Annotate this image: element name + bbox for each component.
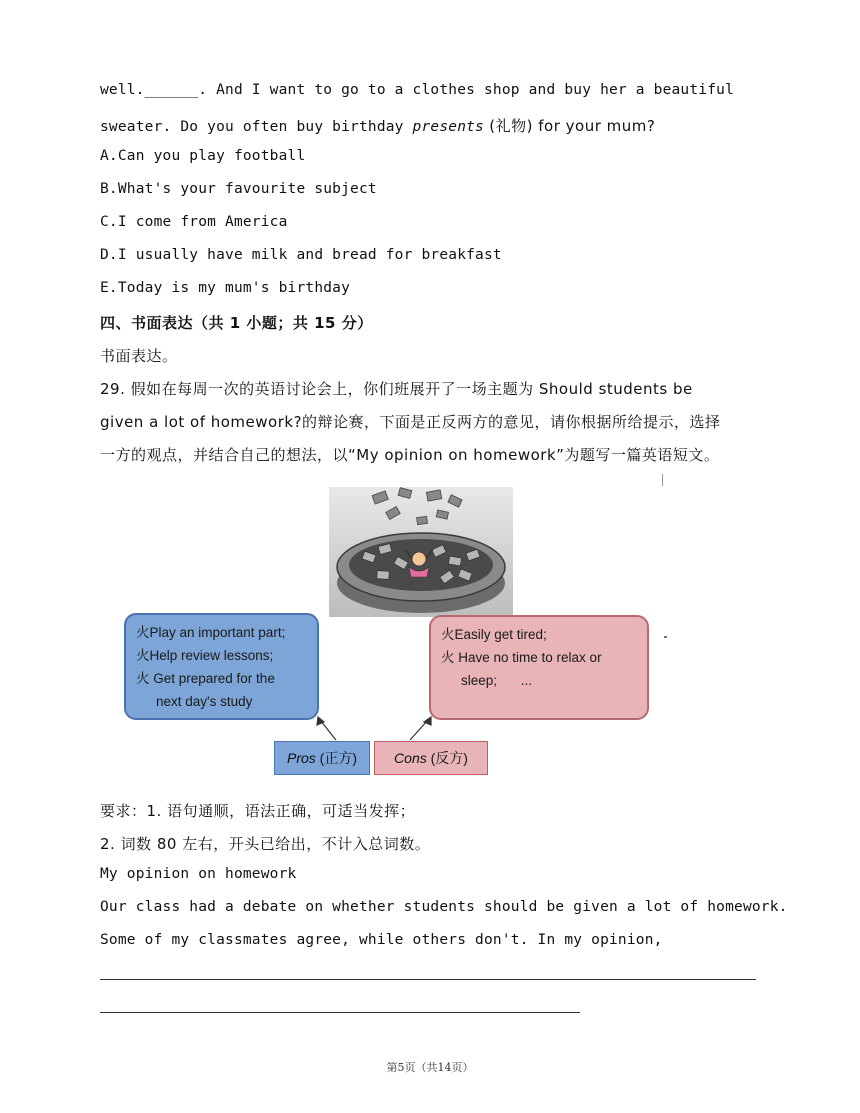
cons-label: [374, 741, 488, 775]
margin-dot: [664, 636, 667, 638]
pros-item-4: next day's study: [156, 694, 253, 709]
homework-cartoon-image: [329, 487, 513, 617]
pros-item-3: 火 Get prepared for the: [136, 671, 275, 686]
question-line-2: given a lot of homework?的辩论赛，下面是正反两方的意见，请你根据所给提示，选择: [100, 413, 721, 431]
answer-line-2: [100, 1012, 580, 1013]
presents-word: presents: [412, 119, 484, 135]
pros-label-word: Pros: [286, 750, 316, 766]
arrows-graphic: [300, 712, 450, 744]
cons-item-3: sleep;: [461, 673, 498, 688]
pros-item-2: 火Help review lessons;: [136, 648, 274, 663]
requirement-line-2: 2. 词数 80 左右，开头已给出，不计入总词数。: [100, 835, 431, 853]
section-subheading: 书面表达。: [100, 347, 178, 365]
cons-item-1: 火Easily get tired;: [441, 627, 547, 642]
passage-line-2-end: (礼物) for your mum?: [484, 117, 656, 135]
cons-item-4: ...: [520, 673, 533, 688]
option-c: C.I come from America: [100, 214, 288, 230]
essay-line-2: Some of my classmates agree, while others don't. In my opinion,: [100, 932, 663, 948]
option-e: E.Today is my mum's birthday: [100, 280, 351, 296]
pros-label: [274, 741, 370, 775]
requirement-line-1: 要求：1. 语句通顺，语法正确，可适当发挥；: [100, 802, 416, 820]
section-heading: 四、书面表达（共 1 小题；共 15 分）: [100, 314, 373, 332]
passage-line-2: [100, 115, 655, 136]
cons-item-2: 火 Have no time to relax or: [441, 650, 602, 665]
page-footer: 第5页（共14页）: [386, 1061, 474, 1074]
pros-label-cn: (正方): [315, 750, 357, 766]
pros-item-1: 火Play an important part;: [136, 625, 286, 640]
answer-line-1: [100, 979, 756, 980]
option-a: A.Can you play football: [100, 148, 306, 164]
passage-line-2-text: sweater. Do you often buy birthday: [100, 119, 413, 135]
option-b: B.What's your favourite subject: [100, 181, 377, 197]
essay-title: My opinion on homework: [100, 866, 297, 882]
cons-label-word: Cons: [394, 750, 427, 766]
passage-line-1: well.______. And I want to go to a clothes shop and buy her a beautiful: [100, 82, 735, 98]
cons-box: [429, 615, 649, 720]
essay-line-1: Our class had a debate on whether students should be given a lot of homework.: [100, 899, 788, 915]
pros-box: [124, 613, 319, 720]
margin-mark: [662, 474, 663, 486]
question-line-3: 一方的观点，并结合自己的想法，以“My opinion on homework”为题写一篇英语短文。: [100, 446, 720, 464]
option-d: D.I usually have milk and bread for breakfast: [100, 247, 502, 263]
question-line-1: 29. 假如在每周一次的英语讨论会上，你们班展开了一场主题为 Should students be: [100, 380, 693, 398]
cons-label-cn: (反方): [426, 750, 468, 766]
